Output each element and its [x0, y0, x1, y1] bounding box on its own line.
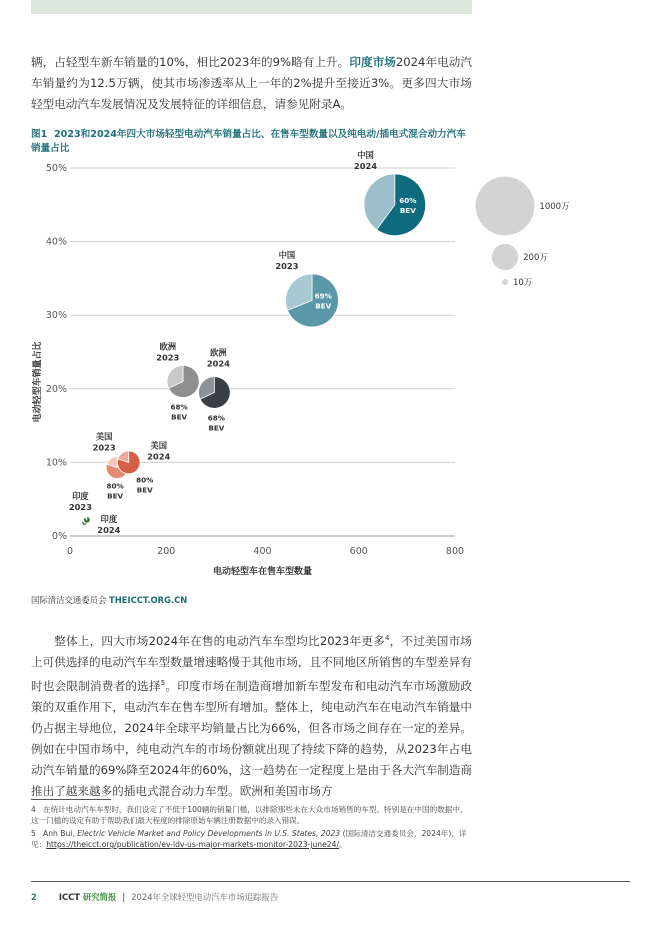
- footnote-4: [31, 804, 472, 826]
- bubble-market-label: 美国: [95, 431, 113, 442]
- bubble-year-label: 2024: [353, 160, 378, 171]
- bubble-year-label: 2023: [275, 261, 299, 272]
- footer-subtitle: 2024年全球轻型电动汽车市场追踪报告: [131, 892, 279, 902]
- bubble-bev-share: [84, 517, 91, 524]
- y-tick-label: 0%: [51, 531, 67, 542]
- paragraph-text: 2024年电动汽车销量约为12.5万辆，使其市场渗透率从上一年的2%提升至接近3%。更多四大市场轻型电动汽车发展情况及发展特征的详细信息，请参见附录A。: [31, 55, 472, 111]
- x-tick-label: 0: [66, 546, 74, 557]
- paragraph-1: [31, 52, 472, 115]
- page-footer: [31, 891, 278, 903]
- bev-share-label: 80%: [136, 475, 154, 485]
- y-tick-label: 40%: [45, 236, 67, 248]
- paragraph-text: 整体上，四大市场2024年在售的电动汽车车型均比2023年更多: [54, 633, 385, 648]
- bubble-market-label: 印度: [100, 513, 118, 524]
- size-legend-circle: [502, 279, 508, 285]
- size-legend-circle: [492, 244, 518, 270]
- bev-text-label: BEV: [107, 491, 124, 501]
- x-tick-label: 600: [349, 546, 368, 557]
- x-tick-label: 800: [445, 546, 465, 557]
- source-org: 国际清洁交通委员会: [31, 595, 107, 605]
- paragraph-text: 辆，占轻型车新车销量的10%，相比2023年的9%略有上升。: [31, 55, 350, 69]
- bubble-chart: [0, 149, 662, 588]
- footnote-publisher: (国际清洁交通委员会，2024年)，详见：: [31, 829, 467, 849]
- figure-label: 图1: [31, 129, 48, 140]
- footnote-text: 在统计电动汽车车型时，我们设定了不低于100辆的销量门槛，以排除那些未在大众市场销售的车型。特别是在中国的数据中，这一门槛的设定有助于帮助我们最大程度的排除原始车辆注册数据中的录入错误。: [31, 805, 468, 825]
- bev-share-label: 60%: [399, 195, 417, 205]
- bev-text-label: BEV: [399, 205, 416, 215]
- bubble-year-label: 2023: [92, 442, 116, 453]
- bubble-market-label: 中国: [357, 149, 374, 160]
- bev-share-label: 69%: [314, 291, 332, 301]
- bev-text-label: BEV: [208, 423, 225, 433]
- size-legend-label: 200万: [523, 253, 548, 263]
- bubble-market-label: 中国: [278, 250, 296, 261]
- page-number: 2: [31, 892, 37, 902]
- y-axis-label: 电动轻型车销量占比: [33, 341, 43, 423]
- footnote-link[interactable]: https://theicct.org/publication/ev-ldv-us-major-markets-monitor-2023-june24/: [46, 840, 339, 849]
- paragraph-text: 。印度市场在制造商增加新车型发布和电动汽车市场激励政策的双重作用下，电动汽车在售车型所有增加。整体上，纯电动汽车在电动汽车销量中仍占据主导地位，2024年全球平均销量占比为66%，但各市场之间存在一定的差异。例如在中国市场中，纯电动汽车的市场份额就出现了持续下降的趋势，从2023年占电动汽车销量的69%降至2024年的60%，这一趋势在一定程度上是由于各大汽车制造商推出了越来越多的插电式混合动力车型。欧洲和美国市场方: [31, 678, 472, 798]
- bubble-market-label: 印度: [72, 490, 89, 501]
- source-link[interactable]: THEICCT.ORG.CN: [109, 595, 188, 605]
- x-tick-label: 200: [157, 546, 176, 557]
- y-tick-label: 10%: [45, 457, 67, 469]
- bev-text-label: BEV: [136, 485, 153, 495]
- y-tick-label: 50%: [45, 163, 67, 174]
- figure-source: [31, 594, 187, 606]
- footnote-number: 4: [31, 805, 36, 814]
- footnote-number: 5: [31, 829, 36, 838]
- brand-series: 研究简报: [82, 892, 117, 902]
- paragraph-text: ，不过美国市场上可供选择的电动汽车车型数量增速略慢于其他市场，且不同地区所销售的车型差异有时也会限制消费者的选择: [31, 633, 472, 693]
- bubble-market-label: 欧洲: [210, 347, 227, 358]
- bubble-year-label: 2024: [97, 524, 121, 535]
- size-legend-label: 1000万: [539, 202, 570, 212]
- size-legend-label: 10万: [513, 278, 533, 288]
- footer-brand: [59, 892, 117, 902]
- footnote-5: [31, 828, 472, 850]
- footer-divider: [31, 881, 630, 882]
- brand-iccT: ICCT: [58, 892, 80, 902]
- figure-title: [31, 128, 472, 156]
- bubble-year-label: 2024: [206, 358, 230, 369]
- footer-separator: |: [122, 892, 126, 902]
- bev-text-label: BEV: [315, 301, 332, 311]
- paragraph-2: [31, 628, 472, 802]
- bubble-market-label: 美国: [150, 440, 168, 451]
- footnote-title: Electric Vehicle Market and Policy Developments in U.S. States, 2023: [77, 829, 341, 838]
- y-tick-label: 20%: [45, 383, 67, 395]
- footnote-ref-4[interactable]: 4: [384, 634, 390, 642]
- bubble-year-label: 2023: [68, 501, 92, 512]
- footnote-ref-5[interactable]: 5: [160, 678, 166, 687]
- footnote-divider: [31, 799, 111, 800]
- footnote-end: 。: [339, 840, 347, 849]
- bev-share-label: 68%: [207, 413, 225, 423]
- y-tick-label: 30%: [45, 310, 67, 322]
- x-axis-label: 电动轻型车在售车型数量: [212, 567, 313, 577]
- footnote-author: Anh Bui,: [43, 829, 78, 838]
- bev-share-label: 80%: [106, 481, 124, 491]
- bev-text-label: BEV: [171, 412, 188, 422]
- x-tick-label: 400: [253, 546, 272, 557]
- figure-title-text: 2023和2024年四大市场轻型电动汽车销量占比、在售车型数量以及纯电动/插电式混合动力汽车销量占比: [31, 129, 466, 154]
- bubble-year-label: 2023: [156, 352, 180, 363]
- bev-share-label: 68%: [170, 402, 188, 412]
- highlight-india-market: 印度市场: [349, 55, 396, 69]
- bubble-year-label: 2024: [147, 451, 171, 462]
- top-color-band: [31, 0, 472, 14]
- bubble-market-label: 欧洲: [159, 341, 177, 352]
- size-legend-circle: [476, 177, 535, 236]
